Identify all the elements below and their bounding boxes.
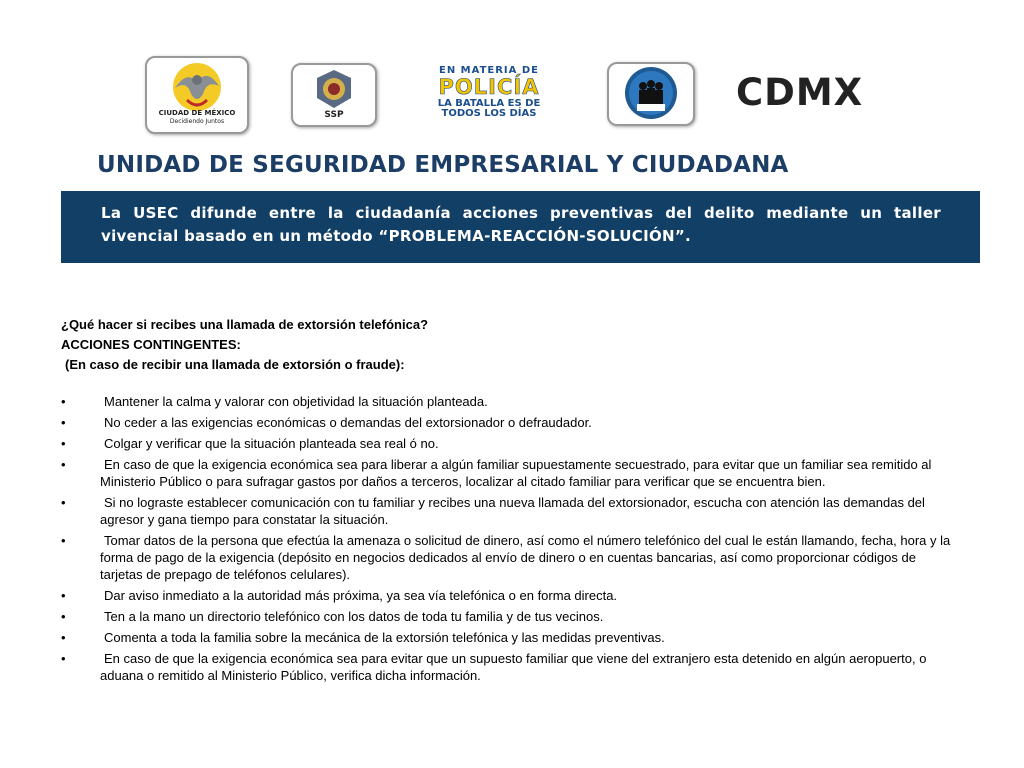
banner-text: La USEC difunde entre la ciudadanía acciones preventivas del delito mediante un taller vivencial basado en un método “PROBLEMA-REACCIÓN-SOLUCIÓN”. (101, 204, 941, 245)
usec-logo (607, 62, 695, 126)
bullet: • (61, 630, 66, 645)
list-item (61, 456, 961, 490)
bullet: • (61, 457, 66, 472)
policia-line-4: TODOS LOS DÍAS (441, 108, 537, 119)
list-item (61, 414, 961, 431)
cdmx-city-emblem-icon (147, 60, 247, 114)
list-item (61, 494, 961, 528)
cdmx-wordmark: CDMX (736, 71, 864, 114)
section-subtitle: (En caso de recibir una llamada de extorsión o fraude): (65, 357, 405, 372)
list-item (61, 650, 961, 684)
list-item-text: Ten a la mano un directorio telefónico con los datos de toda tu familia y de tus vecinos. (104, 609, 604, 624)
cdmx-city-logo (145, 56, 249, 134)
policia-line-2: POLICÍA (438, 75, 540, 99)
list-item-text: No ceder a las exigencias económicas o demandas del extorsionador o defraudador. (104, 415, 592, 430)
bullet: • (61, 588, 66, 603)
bullet: • (61, 609, 66, 624)
ssp-logo (291, 63, 377, 127)
ssp-badge-icon (293, 68, 375, 110)
list-item-text: Tomar datos de la persona que efectúa la amenaza o solicitud de dinero, así como el número telefónico del cual le están llamando, fecha, hora y la forma de pago de la exigencia (depósito en negocios dedicados al envío de dinero o en cuentas bancarias, así como proporcionar códigos de tarjetas de prepago de teléfonos celulares). (100, 533, 951, 582)
usec-emblem-icon (609, 64, 693, 124)
info-banner (61, 191, 980, 263)
policia-logo (416, 66, 562, 118)
main-content (61, 316, 961, 688)
list-item (61, 608, 961, 625)
list-item-text: En caso de que la exigencia económica sea para liberar a algún familiar supuestamente secuestrado, para evitar que un familiar sea remitido al Ministerio Público o para sufragar gastos por daños a terceros, localizar al citado familiar para verificar que se encuentra bien. (100, 457, 932, 489)
bullet: • (61, 651, 66, 666)
list-item (61, 629, 961, 646)
policia-line-3: LA BATALLA ES DE (437, 98, 541, 109)
list-item (61, 587, 961, 604)
cdmx-city-caption-2: Decidiendo Juntos (169, 118, 225, 125)
bullet: • (61, 415, 66, 430)
section-title: ACCIONES CONTINGENTES: (61, 337, 241, 352)
list-item (61, 435, 961, 452)
question-heading: ¿Qué hacer si recibes una llamada de extorsión telefónica? (61, 317, 429, 332)
list-item-text: Dar aviso inmediato a la autoridad más próxima, ya sea vía telefónica o en forma directa. (104, 588, 618, 603)
list-item-text: Colgar y verificar que la situación planteada sea real ó no. (104, 436, 439, 451)
list-item-text: Si no lograste establecer comunicación con tu familiar y recibes una nueva llamada del extorsionador, escucha con atención las demandas del agresor y gana tiempo para constatar la situación. (100, 495, 925, 527)
list-item (61, 393, 961, 410)
bullet: • (61, 533, 66, 548)
list-item (61, 532, 961, 583)
list-item-text: Comenta a toda la familia sobre la mecánica de la extorsión telefónica y las medidas preventivas. (104, 630, 665, 645)
bullet: • (61, 436, 66, 451)
list-item-text: Mantener la calma y valorar con objetividad la situación planteada. (104, 394, 488, 409)
unit-title: UNIDAD DE SEGURIDAD EMPRESARIAL Y CIUDADANA (97, 152, 789, 178)
actions-list (61, 393, 961, 684)
bullet: • (61, 495, 66, 510)
bullet: • (61, 394, 66, 409)
policia-line-1: EN MATERIA DE (438, 65, 540, 76)
list-item-text: En caso de que la exigencia económica sea para evitar que un supuesto familiar que viene del extranjero esta detenido en algún aeropuerto, o aduana o remitido al Ministerio Público, verifica dicha información. (100, 651, 927, 683)
cdmx-city-caption-1: CIUDAD DE MÉXICO (158, 109, 236, 117)
ssp-caption: SSP (324, 110, 344, 120)
